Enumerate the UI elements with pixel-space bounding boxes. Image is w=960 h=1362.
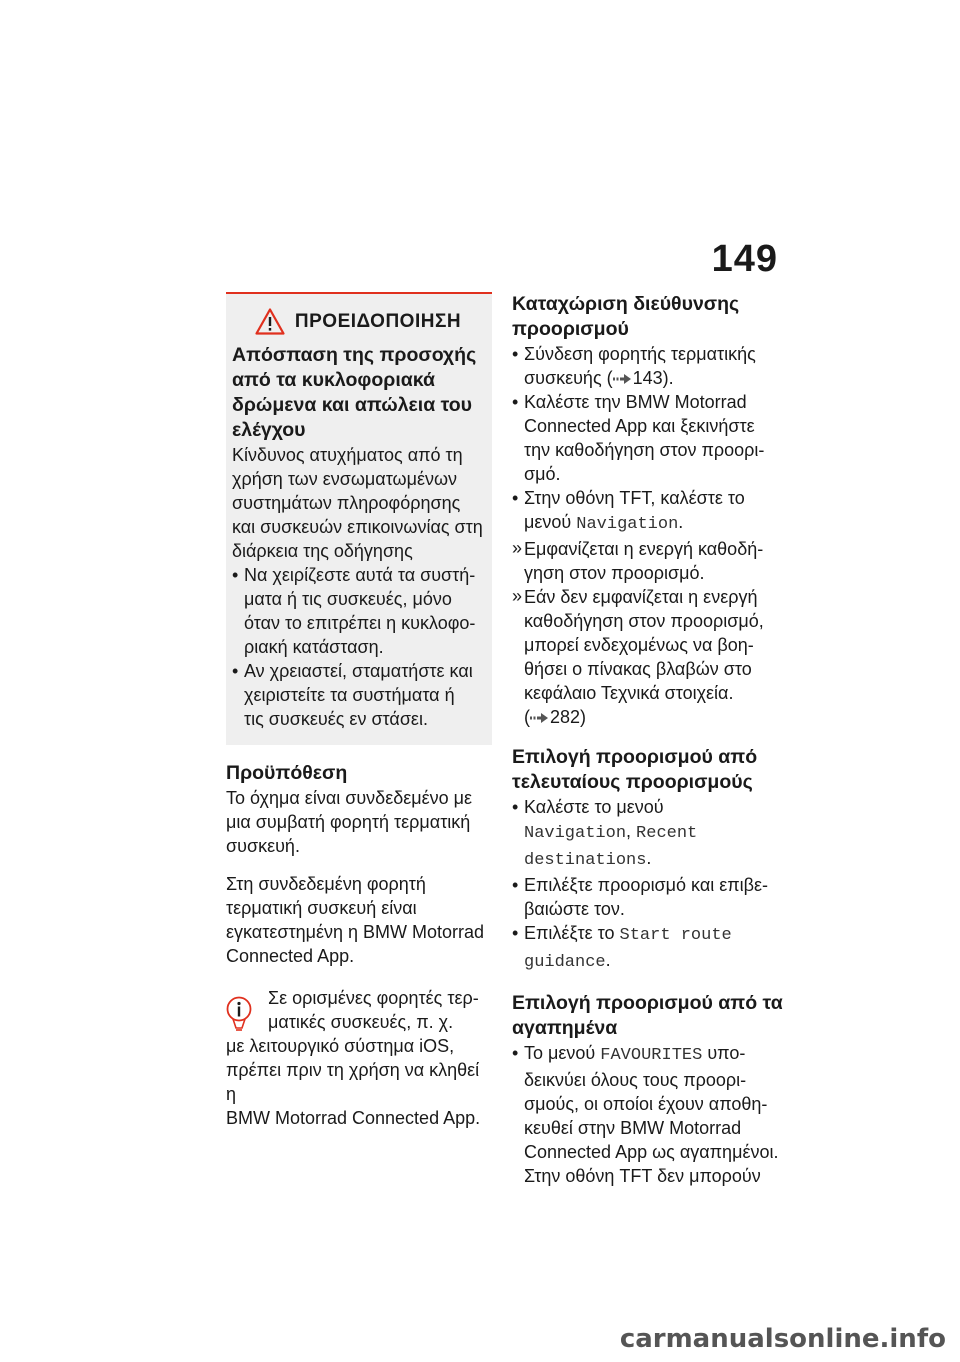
- page-number: 149: [711, 238, 778, 280]
- right-column: [512, 292, 788, 1188]
- warning-bullets: [232, 563, 484, 731]
- prerequisite-para-1: Το όχημα είναι συνδεδεμένο με μια συμβατή φορητή τερματική συσκευή.: [226, 788, 473, 856]
- section-heading: Επιλογή προορισμού από τα αγαπημένα: [512, 992, 783, 1039]
- menu-name: FAVOURITES: [600, 1046, 703, 1065]
- list-item: » Εάν δεν εμφανίζεται η ενεργή καθοδήγηση στον προορισμό, μπορεί ενδεχομένως να βοη- θήσει ο πίνακας βλαβών στο κεφάλαιο Τεχνικά στοιχεία. ( 282): [512, 585, 788, 729]
- list-item: • Αν χρειαστεί, σταματήστε και χειριστείτε τα συστήματα ή τις συσκευές εν στάσει.: [232, 659, 484, 731]
- result-list: [512, 537, 788, 729]
- list-item: » Εμφανίζεται η ενεργή καθοδή- γηση στον προορισμό.: [512, 537, 788, 585]
- section-favourites: [512, 991, 788, 1188]
- warning-body: Κίνδυνος ατυχήματος από τη χρήση των ενσωματωμένων συστημάτων πληροφόρησης και συσκευών επικοινωνίας στη διάρκεια της οδήγησης: [232, 445, 483, 561]
- step-list: [512, 795, 788, 975]
- list-item: • Το μενού FAVOURITES υπο- δεικνύει όλους τους προορι- σμούς, οι οποίοι έχουν αποθη- κευθεί στην BMW Motorrad Connected App ως αγαπημένοι. Στην οθόνη TFT δεν μπορούν: [512, 1041, 788, 1188]
- warning-header: [232, 308, 484, 335]
- section-heading: Επιλογή προορισμού από τελευταίους προορισμούς: [512, 746, 758, 793]
- info-icon: [226, 996, 252, 1032]
- info-note-text-indented: Σε ορισμένες φορητές τερ- ματικές συσκευές, π. χ.: [268, 988, 479, 1032]
- step-list: [512, 1041, 788, 1188]
- menu-name: Navigation: [524, 824, 627, 843]
- warning-label: ΠΡΟΕΙΔΟΠΟΙΗΣΗ: [294, 310, 462, 332]
- watermark: carmanualsonline.info: [619, 1324, 946, 1354]
- menu-name: guidance: [524, 953, 606, 972]
- prerequisite-section: [226, 761, 492, 968]
- info-note: [226, 986, 492, 1130]
- prerequisite-para-2: Στη συνδεδεμένη φορητή τερματική συσκευή είναι εγκατεστημένη η BMW Motorrad Connected App.: [226, 874, 485, 966]
- prerequisite-heading: Προϋπόθεση: [226, 762, 348, 784]
- page-reference-arrow-icon: [613, 374, 631, 384]
- left-column: [226, 292, 492, 1130]
- list-item: • Σύνδεση φορητής τερματικής συσκευής ( 143).: [512, 342, 788, 390]
- warning-box: [226, 292, 492, 745]
- list-item: • Στην οθόνη TFT, καλέστε το μενού Navigation.: [512, 486, 788, 537]
- page-reference-arrow-icon: [530, 713, 548, 723]
- list-item: • Επιλέξτε προορισμό και επιβε- βαιώστε τον.: [512, 873, 788, 921]
- menu-name: Start route: [619, 926, 732, 945]
- info-note-text: με λειτουργικό σύστημα iOS, πρέπει πριν τη χρήση να κληθεί η BMW Motorrad Connected App.: [226, 1036, 481, 1128]
- list-item: • Επιλέξτε το Start route guidance.: [512, 921, 788, 975]
- warning-triangle-icon: [255, 308, 285, 335]
- step-list: [512, 342, 788, 537]
- menu-name: Recent: [636, 824, 698, 843]
- warning-title: Απόσπαση της προσοχής από τα κυκλοφοριακά δρώμενα και απώλεια του ελέγχου: [232, 344, 477, 441]
- list-item: • Καλέστε το μενού Navigation, Recent destinations.: [512, 795, 788, 873]
- menu-name: Navigation: [576, 515, 679, 534]
- menu-name: destinations: [524, 851, 647, 870]
- section-destination-entry: [512, 292, 788, 729]
- list-item: • Να χειρίζεστε αυτά τα συστή- ματα ή τις συσκευές, μόνο όταν το επιτρέπει η κυκλοφο- ριακή κατάσταση.: [232, 563, 484, 659]
- section-recent-destinations: [512, 745, 788, 975]
- section-heading: Καταχώριση διεύθυνσης προορισμού: [512, 293, 740, 340]
- list-item: • Καλέστε την BMW Motorrad Connected App και ξεκινήστε την καθοδήγηση στον προορι- σμό.: [512, 390, 788, 486]
